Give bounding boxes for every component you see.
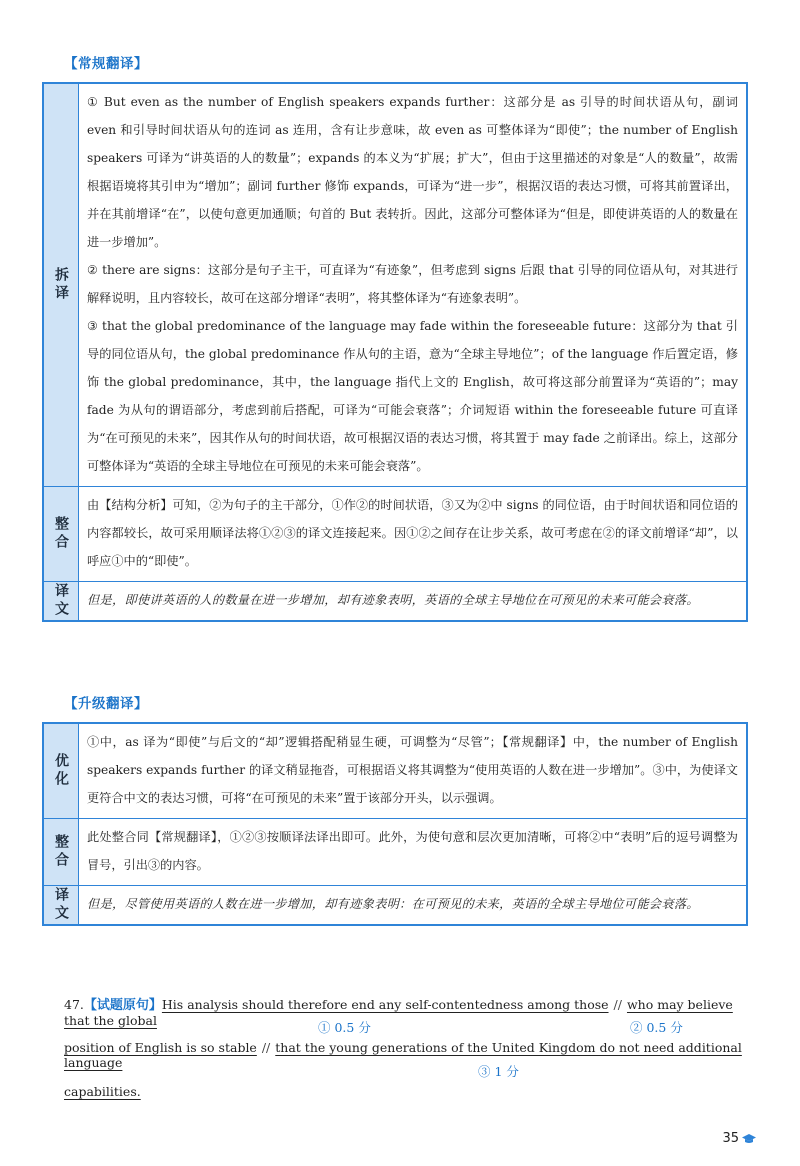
row-content [79, 724, 746, 818]
segment-3-continued: capabilities. [64, 1084, 141, 1099]
segment-2-continued: position of English is so stable [64, 1040, 257, 1055]
paragraph: 由【结构分析】可知，②为句子的主干部分，①作②的时间状语，③又为②中 signs 的同位语，由于时间状语和同位语的内容都较长，故可采用顺译法将①②③的译文连接起来。因①②之间存在让步关系，故可考虑在②的译文前增译“却”，以呼应①中的“即使”。 [87, 498, 738, 568]
paragraph: ①中，as 译为“即使”与后文的“却”逻辑搭配稍显生硬，可调整为“尽管”；【常规翻译】中，the number of English speakers expands further 的译文稍显拖沓，可根据语义将其调整为“使用英语的人数在进一步增加”。③中，为使译文更符合中文的表达习惯，可将“在可预见的未来”置于该部分开头，以示强调。 [87, 735, 738, 805]
segment-1: His analysis should therefore end any self-contentedness among those [161, 997, 609, 1012]
paragraph: ① But even as the number of English speakers expands further：这部分是 as 引导的时间状语从句，副词 even 和引导时间状语从句的连词 as 连用，含有让步意味，故 even as 可整体译为“即使”；the number of English speakers 可译为“讲英语的人的数量”；expands 的本义为“扩展；扩大”，但由于这里描述的对象是“人的数量”，故需根据语境将其引申为“增加”；副词 further 修饰 expands，可译为“进一步”，根据汉语的表达习惯，可将其前置译出，并在其前增译“在”，以使句意更加通顺；句首的 But 表转折。因此，这部分可整体译为“但是，即使讲英语的人的数量在进一步增加”。 [87, 95, 738, 249]
row-content [79, 487, 746, 581]
table-row [44, 818, 746, 885]
row-label: 译文 [44, 582, 79, 620]
section-label-upgraded-translation: 【升级翻译】 [64, 696, 148, 712]
paragraph: ② there are signs：这部分是句子主干，可直译为“有迹象”，但考虑到 signs 后跟 that 引导的同位语从句，对其进行解释说明，且内容较长，故可在这部分增译“表明”，将其整体译为“有迹象表明”。 [87, 263, 738, 305]
page-number [722, 1131, 756, 1146]
paragraph: 但是，即使讲英语的人的数量在进一步增加，却有迹象表明，英语的全球主导地位在可预见的未来可能会衰落。 [87, 593, 699, 607]
score-2: ② 0.5 分 [630, 1020, 683, 1035]
segment-separator: // [613, 997, 622, 1012]
row-content [79, 886, 746, 924]
section-label-regular-translation: 【常规翻译】 [64, 56, 148, 72]
paragraph: ③ that the global predominance of the language may fade within the foreseeable future：这部分为 that 引导的同位语从句，the global predominance 作从句的主语，意为“全球主导地位”；of the language 作后置定语，修饰 the global predominance，其中，the language 指代上文的 English，故可将这部分前置译为“英语的”；may fade 为从句的谓语部分，考虑到前后搭配，可译为“可能会衰落”；介词短语 within the foreseeable future 可直译为“在可预见的未来”，因其作从句的时间状语，故可根据汉语的表达习惯，将其置于 may fade 之前译出。综上，这部分可整体译为“英语的全球主导地位在可预见的未来可能会衰落”。 [87, 319, 738, 473]
segment-3: that the young generations of the United Kingdom do not need additional language [64, 1040, 742, 1070]
paragraph: 此处整合同【常规翻译】，①②③按顺译法译出即可。此外，为使句意和层次更加清晰，可将②中“表明”后的逗号调整为冒号，引出③的内容。 [87, 830, 738, 872]
segment-2: who may believe that the global [64, 997, 733, 1028]
score-1: ① 0.5 分 [318, 1020, 371, 1035]
row-label: 整合 [44, 819, 79, 885]
row-label: 优化 [44, 724, 79, 818]
score-3: ③ 1 分 [478, 1064, 519, 1079]
row-content [79, 819, 746, 885]
table-row [44, 84, 746, 486]
row-label: 整合 [44, 487, 79, 581]
upgraded-translation-table [42, 722, 748, 926]
table-row [44, 581, 746, 620]
page-number-text: 35 [722, 1131, 739, 1146]
row-label: 译文 [44, 886, 79, 924]
graduation-cap-icon [742, 1134, 756, 1144]
question-line-2 [64, 1040, 752, 1070]
regular-translation-table [42, 82, 748, 622]
question-label: 【试题原句】 [83, 998, 162, 1013]
row-content [79, 582, 746, 620]
table-row [44, 885, 746, 924]
row-content [79, 84, 746, 486]
segment-separator: // [261, 1040, 271, 1055]
question-number: 47. [64, 997, 84, 1012]
table-row [44, 724, 746, 818]
row-label: 拆译 [44, 84, 79, 486]
question-line-3 [64, 1084, 752, 1099]
paragraph: 但是，尽管使用英语的人数在进一步增加，却有迹象表明：在可预见的未来，英语的全球主导地位可能会衰落。 [87, 897, 699, 911]
table-row [44, 486, 746, 581]
